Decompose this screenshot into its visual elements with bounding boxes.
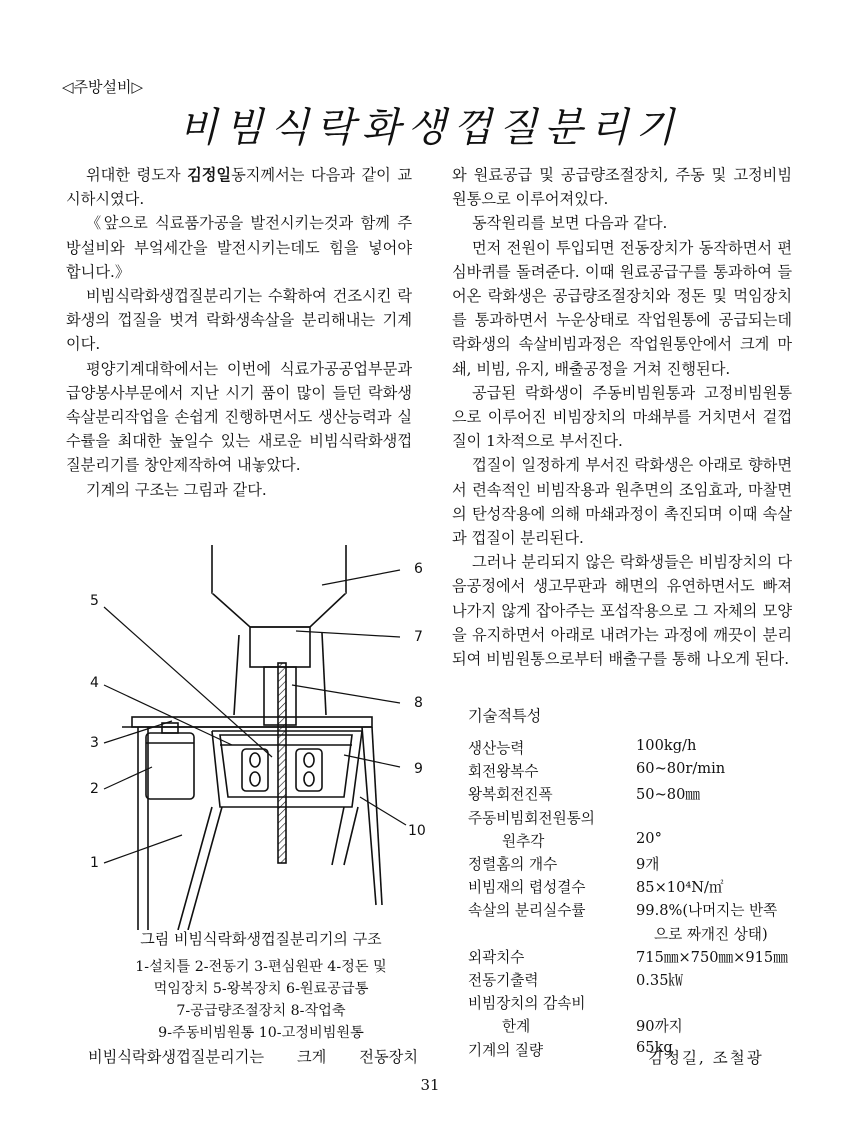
figure-caption-line: 7-공급량조절장치 8-작업축 <box>176 1003 346 1019</box>
spec-value: 99.8%(나머지는 반쪽 <box>636 902 778 920</box>
machine-diagram <box>82 545 442 930</box>
figure-caption-line: 1-설치틀 2-전동기 3-편심원판 4-정돈 및 <box>135 959 387 975</box>
spec-label: 정렬홈의 개수 <box>468 856 558 873</box>
spec-value: 20° <box>636 829 662 847</box>
spec-label: 한계 <box>502 1018 531 1036</box>
spec-label: 생산능력 <box>468 740 525 757</box>
spec-value: 으로 짜개진 상태) <box>654 925 768 943</box>
paragraph-principle-intro: 동작원리를 보면 다음과 같다. <box>472 214 668 233</box>
spec-label: 비빔재의 렵성결수 <box>468 879 586 897</box>
spec-value: 9개 <box>636 856 660 873</box>
right-column <box>452 163 792 671</box>
spec-value: 65kg <box>636 1038 673 1056</box>
paragraph-quote: 《앞으로 식료품가공을 발전시키는것과 함께 주방설비와 부엌세간을 발전시키는데도 힘을 넣어야 합니다.》 <box>66 214 412 281</box>
spec-value: 100kg/h <box>636 737 697 754</box>
spec-value: 90까지 <box>636 1018 683 1036</box>
spec-value: 0.35㎾ <box>636 972 684 989</box>
diagram-label-7: 7 <box>414 629 423 645</box>
spec-label: 외곽치수 <box>468 948 525 966</box>
paragraph-principle-3: 껍질이 일정하게 부서진 락화생은 아래로 향하면서 련속적인 비빔작용과 원추면의 조임효과, 마찰면의 탄성작용에 의해 마쇄과정이 촉진되며 이때 속살과 껍질이 분리된다. <box>452 456 792 548</box>
article-title: 비빔식락화생껍질분리기 <box>178 105 682 151</box>
spec-label: 회전왕복수 <box>468 763 539 781</box>
spec-label: 주동비빔회전원통의 <box>468 809 595 827</box>
paragraph-definition: 비빔식락화생껍질분리기는 수확하여 건조시킨 락화생의 껍질을 벗겨 락화생속살을 분리해내는 기계이다. <box>66 287 412 354</box>
page-number: 31 <box>420 1076 440 1094</box>
diagram-label-5: 5 <box>90 593 99 609</box>
paragraph-structure-ref: 기계의 구조는 그림과 같다. <box>86 480 267 499</box>
diagram-label-8: 8 <box>414 695 423 711</box>
figure-caption-title: 그림 비빔식락화생껍질분리기의 구조 <box>140 930 382 948</box>
figure-caption-line: 먹임장치 5-왕복장치 6-원료공급통 <box>153 981 369 997</box>
section-tag: ◁주방설비▷ <box>62 78 144 96</box>
authors: 김정길, 조철광 <box>648 1049 764 1067</box>
diagram-label-6: 6 <box>414 561 423 577</box>
paragraph-quote-intro: 위대한 령도자 김정일동지께서는 다음과 같이 교시하시였다. <box>66 166 412 209</box>
paragraph-principle-1: 먼저 전원이 투입되면 전동장치가 동작하면서 편심바퀴를 돌려준다. 이때 원료공급구를 통과하여 들어온 락화생은 공급량조절장치와 정돈 및 먹임장치를 통과하면서 누운상태로 작업원통에 공급되는데 락화생의 속살비빔과정은 작업원통안에서 크게 마쇄, 비빔, 유지, 배출공정을 거쳐 진행된다. <box>452 238 792 378</box>
spec-value: 60~80r/min <box>636 760 726 778</box>
specs-heading: 기술적특성 <box>468 707 542 725</box>
paragraph-principle-2: 공급된 락화생이 주동비빔원통과 고정비빔원통으로 이루어진 비빔장치의 마쇄부를 거치면서 겉껍질이 1차적으로 부서진다. <box>452 383 792 451</box>
spec-label: 비빔장치의 감속비 <box>468 995 586 1013</box>
figure-caption-line: 9-주동비빔원통 10-고정비빔원통 <box>158 1025 364 1041</box>
leader-name: 김정일 <box>187 166 232 184</box>
spec-label: 속살의 분리실수률 <box>468 902 586 920</box>
spec-label: 왕복회전진폭 <box>468 786 553 804</box>
paragraph-development: 평양기계대학에서는 이번에 식료가공공업부문과 급양봉사부문에서 지난 시기 품이 많이 들던 락화생속살분리작업을 손쉽게 진행하면서도 생산능력과 실수률을 최대한 높일수 있는 새로운 비빔식락화생껍질분리기를 창안제작하여 내놓았다. <box>66 359 412 475</box>
spec-value: 715㎜×750㎜×915㎜ <box>636 948 788 966</box>
diagram-label-1: 1 <box>90 855 99 871</box>
spec-label: 원추각 <box>502 832 545 850</box>
diagram-label-2: 2 <box>90 781 99 797</box>
spec-value: 85×10⁴N/㎡ <box>636 879 724 897</box>
spec-value: 50~80㎜ <box>636 786 700 804</box>
diagram-label-3: 3 <box>90 735 99 751</box>
left-column <box>66 163 412 502</box>
diagram-label-4: 4 <box>90 675 99 691</box>
paragraph-structure-summary: 비빔식락화생껍질분리기는 크게 전동장치 <box>88 1048 418 1066</box>
diagram-label-9: 9 <box>414 761 423 777</box>
spec-label: 전동기출력 <box>468 972 539 989</box>
paragraph-principle-4: 그러나 분리되지 않은 락화생들은 비빔장치의 다음공정에서 생고무판과 해면의 유연하면서도 빠져나가지 않게 잡아주는 포섭작용으로 그 자체의 모양을 유지하면서 아래로 내려가는 과정에 깨끗이 분리되여 비빔원통으로부터 배출구를 통해 나오게 된다. <box>452 553 792 669</box>
spec-label: 기계의 질량 <box>468 1041 544 1059</box>
paragraph-continuation: 와 원료공급 및 공급량조절장치, 주동 및 고정비빔원통으로 이루어져있다. <box>452 166 792 209</box>
diagram-label-10: 10 <box>408 823 426 839</box>
